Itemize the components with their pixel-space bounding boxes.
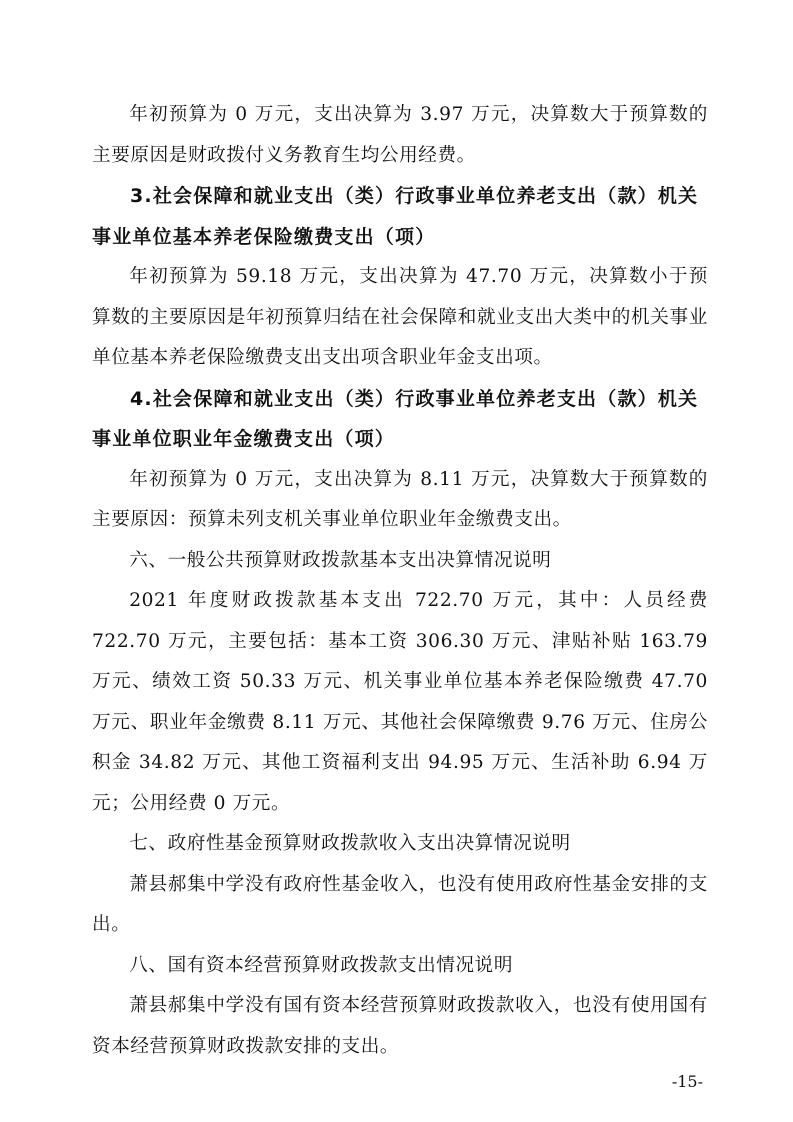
section-heading-7: 七、政府性基金预算财政拨款收入支出决算情况说明 [129,833,571,854]
paragraph-budget-note: 年初预算为 0 万元，支出决算为 3.97 万元，决算数大于预算数的主要原因是财政拨付义务教育生均公用经费。 [92,104,708,166]
paragraph-section-7: 萧县郝集中学没有政府性基金收入，也没有使用政府性基金安排的支出。 [92,873,708,935]
heading-item-3: 3.社会保障和就业支出（类）行政事业单位养老支出（款）机关事业单位基本养老保险缴费支出（项） [92,185,699,248]
document-body [92,95,708,1067]
paragraph-item-4: 年初预算为 0 万元，支出决算为 8.11 万元，决算数大于预算数的主要原因：预算未列支机关事业单位职业年金缴费支出。 [92,468,708,530]
paragraph-section-6: 2021 年度财政拨款基本支出 722.70 万元，其中：人员经费 722.70 万元，主要包括：基本工资 306.30 万元、津贴补贴 163.79 万元、绩效工资 50.33 万元、机关事业单位基本养老保险缴费 47.70 万元、职业年金缴费 8.11 万元、其他社会保障缴费 9.76 万元、住房公积金 34.82 万元、其他工资福利支出 94.95 万元、生活补助 6.94 万元；公用经费 0 万元。 [92,590,708,814]
paragraph-item-3: 年初预算为 59.18 万元，支出决算为 47.70 万元，决算数小于预算数的主要原因是年初预算归结在社会保障和就业支出大类中的机关事业单位基本养老保险缴费支出支出项含职业年金支出项。 [92,266,708,368]
heading-item-4: 4.社会保障和就业支出（类）行政事业单位养老支出（款）机关事业单位职业年金缴费支出（项） [92,387,699,450]
section-heading-6: 六、一般公共预算财政拨款基本支出决算情况说明 [129,549,552,571]
page-number: -15- [671,1072,703,1091]
paragraph-section-8: 萧县郝集中学没有国有资本经营预算财政拨款收入，也没有使用国有资本经营预算财政拨款安排的支出。 [92,995,708,1057]
section-heading-8: 八、国有资本经营预算财政拨款支出情况说明 [129,954,514,976]
